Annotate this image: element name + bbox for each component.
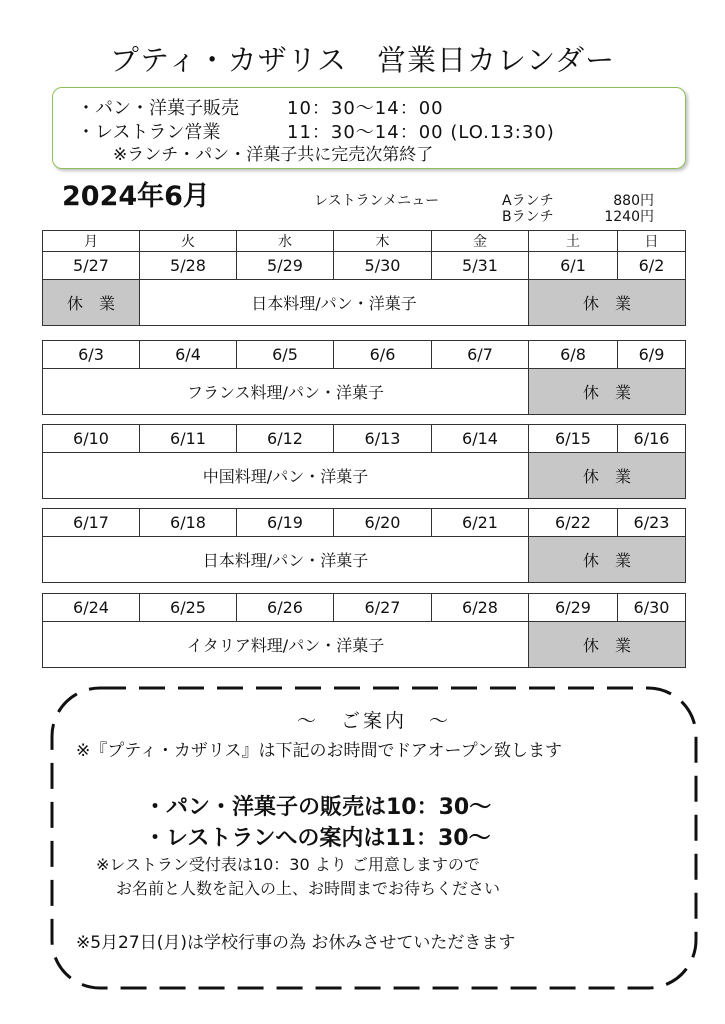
closed-cell-weekend: 休 業 [529, 622, 686, 668]
calendar-week-2 [42, 340, 686, 415]
date-cell: 6/22 [529, 509, 618, 537]
date-cell: 6/24 [43, 594, 140, 622]
hours-value: 10：30〜14：00 [287, 98, 444, 119]
date-cell: 6/10 [43, 425, 140, 453]
menu-item-price: 1240円 [604, 209, 654, 225]
date-cell: 6/14 [432, 425, 529, 453]
date-cell: 6/18 [140, 509, 237, 537]
date-cell: 6/9 [618, 341, 686, 369]
closed-cell-monday: 休 業 [43, 280, 140, 326]
date-cell: 6/28 [432, 594, 529, 622]
weekday-fri: 金 [432, 231, 529, 252]
guide-title: 〜 ご案内 〜 [296, 710, 451, 732]
calendar-week-5 [42, 593, 686, 668]
date-cell: 6/20 [334, 509, 432, 537]
date-cell: 6/3 [43, 341, 140, 369]
menu-cell: 日本料理/パン・洋菓子 [140, 280, 529, 326]
guide-closure-note: ※5月27日(月)は学校行事の為 お休みさせていただきます [76, 933, 516, 953]
date-cell: 6/19 [237, 509, 334, 537]
hours-row-restaurant [77, 120, 555, 145]
weekday-mon: 月 [43, 231, 140, 252]
hours-label: ・パン・洋菓子販売 [77, 98, 239, 119]
weekday-sat: 土 [529, 231, 618, 252]
date-cell: 6/15 [529, 425, 618, 453]
month-label: 2024年6月 [62, 181, 210, 212]
hours-note: ※ランチ・パン・洋菓子共に完売次第終了 [113, 145, 434, 165]
date-cell: 6/1 [529, 252, 618, 280]
guide-intro: ※『プティ・カザリス』は下記のお時間でドアオープン致します [76, 741, 562, 761]
date-cell: 6/2 [618, 252, 686, 280]
menu-label: レストランメニュー [314, 193, 440, 209]
date-cell: 6/26 [237, 594, 334, 622]
guide-restaurant-time: ・レストランへの案内は11：30〜 [144, 826, 491, 851]
menu-item-price: 880円 [613, 193, 654, 209]
business-hours-box [52, 87, 686, 169]
date-cell: 5/31 [432, 252, 529, 280]
guide-note-1: ※レストラン受付表は10：30 より ご用意しますので [96, 855, 480, 874]
hours-row-bakery [77, 96, 444, 121]
date-cell: 5/27 [43, 252, 140, 280]
guide-box [48, 684, 700, 992]
closed-cell-weekend: 休 業 [529, 537, 686, 583]
date-cell: 6/21 [432, 509, 529, 537]
menu-cell: フランス料理/パン・洋菓子 [43, 369, 529, 415]
calendar-week-1 [42, 230, 686, 326]
closed-cell-weekend: 休 業 [529, 280, 686, 326]
date-cell: 6/4 [140, 341, 237, 369]
closed-cell-weekend: 休 業 [529, 369, 686, 415]
weekday-tue: 火 [140, 231, 237, 252]
hours-value: 11：30〜14：00 (LO.13:30) [287, 122, 555, 143]
date-cell: 6/23 [618, 509, 686, 537]
date-cell: 6/25 [140, 594, 237, 622]
date-cell: 5/29 [237, 252, 334, 280]
weekday-sun: 日 [618, 231, 686, 252]
calendar-week-4 [42, 508, 686, 583]
date-cell: 6/17 [43, 509, 140, 537]
date-cell: 6/8 [529, 341, 618, 369]
calendar-week-3 [42, 424, 686, 499]
date-cell: 5/30 [334, 252, 432, 280]
page-title: プティ・カザリス 営業日カレンダー [109, 43, 616, 77]
menu-cell: 日本料理/パン・洋菓子 [43, 537, 529, 583]
date-cell: 6/7 [432, 341, 529, 369]
menu-item-b [502, 206, 654, 226]
menu-item-name: Aランチ [502, 193, 554, 209]
date-cell: 6/30 [618, 594, 686, 622]
menu-item-name: Bランチ [502, 209, 554, 225]
date-cell: 6/5 [237, 341, 334, 369]
date-cell: 6/16 [618, 425, 686, 453]
hours-label: ・レストラン営業 [77, 122, 221, 143]
date-cell: 6/13 [334, 425, 432, 453]
date-cell: 6/12 [237, 425, 334, 453]
menu-cell: 中国料理/パン・洋菓子 [43, 453, 529, 499]
guide-bakery-time: ・パン・洋菓子の販売は10：30〜 [144, 795, 492, 820]
date-cell: 6/27 [334, 594, 432, 622]
menu-cell: イタリア料理/パン・洋菓子 [43, 622, 529, 668]
closed-cell-weekend: 休 業 [529, 453, 686, 499]
weekday-wed: 水 [237, 231, 334, 252]
date-cell: 6/6 [334, 341, 432, 369]
guide-note-2: お名前と人数を記入の上、お時間までお待ちください [116, 879, 501, 898]
weekday-thu: 木 [334, 231, 432, 252]
date-cell: 5/28 [140, 252, 237, 280]
date-cell: 6/29 [529, 594, 618, 622]
date-cell: 6/11 [140, 425, 237, 453]
